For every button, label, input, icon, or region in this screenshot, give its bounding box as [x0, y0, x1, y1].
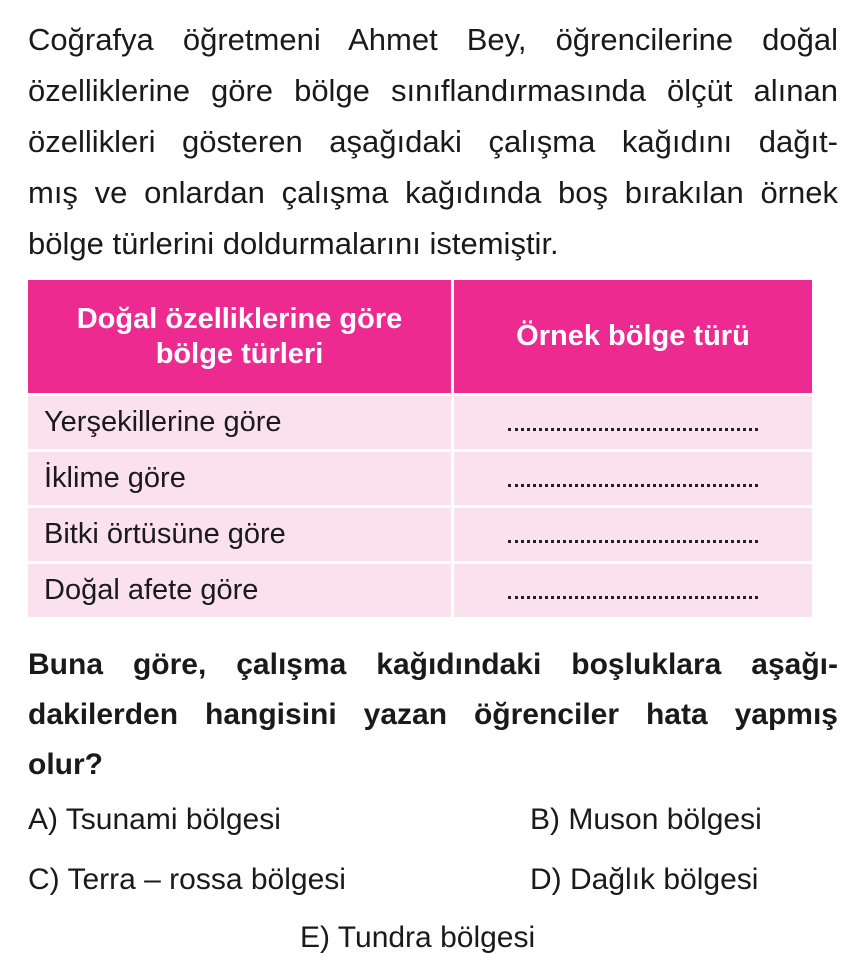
header-cell-example-region: Örnek bölge türü — [454, 280, 812, 393]
row-label: Yerşekillerine göre — [28, 396, 451, 449]
blank-cell — [454, 452, 812, 505]
option-b[interactable]: B) Muson bölgesi — [530, 803, 762, 836]
table-row — [28, 396, 812, 449]
question-line: Buna göre, çalışma kağıdındaki boşluklara aşağı- — [28, 648, 838, 681]
table-row — [28, 508, 812, 561]
dotted-blank — [508, 428, 758, 431]
question-stem — [28, 640, 838, 790]
table-header — [28, 280, 812, 393]
header-text: Doğal özelliklerine göre — [76, 302, 403, 335]
table-row — [28, 452, 812, 505]
intro-line: özellikleri gösteren aşağıdaki çalışma kağıdını dağıt- — [28, 124, 838, 159]
intro-line: özelliklerine göre bölge sınıflandırmasında ölçüt alınan — [28, 73, 838, 108]
option-d[interactable]: D) Dağlık bölgesi — [530, 863, 759, 896]
option-a[interactable]: A) Tsunami bölgesi — [28, 803, 281, 836]
blank-cell — [454, 564, 812, 617]
header-text: bölge türleri — [155, 337, 324, 370]
dotted-blank — [508, 540, 758, 543]
intro-line: mış ve onlardan çalışma kağıdında boş bırakılan örnek — [28, 175, 838, 210]
option-e[interactable]: E) Tundra bölgesi — [300, 921, 536, 954]
table-row — [28, 564, 812, 617]
blank-cell — [454, 508, 812, 561]
question-line: dakilerden hangisini yazan öğrenciler hata yapmış — [28, 698, 838, 731]
option-c[interactable]: C) Terra – rossa bölgesi — [28, 863, 346, 896]
worksheet-table — [28, 280, 812, 617]
row-label: Doğal afete göre — [28, 564, 451, 617]
question-line: olur? — [28, 748, 103, 781]
row-label: İklime göre — [28, 452, 451, 505]
dotted-blank — [508, 596, 758, 599]
intro-paragraph — [28, 14, 838, 269]
row-label: Bitki örtüsüne göre — [28, 508, 451, 561]
blank-cell — [454, 396, 812, 449]
dotted-blank — [508, 484, 758, 487]
header-cell-region-types — [28, 280, 451, 393]
intro-line: Coğrafya öğretmeni Ahmet Bey, öğrencilerine doğal — [28, 22, 838, 57]
intro-line: bölge türlerini doldurmalarını istemiştir. — [28, 226, 559, 261]
